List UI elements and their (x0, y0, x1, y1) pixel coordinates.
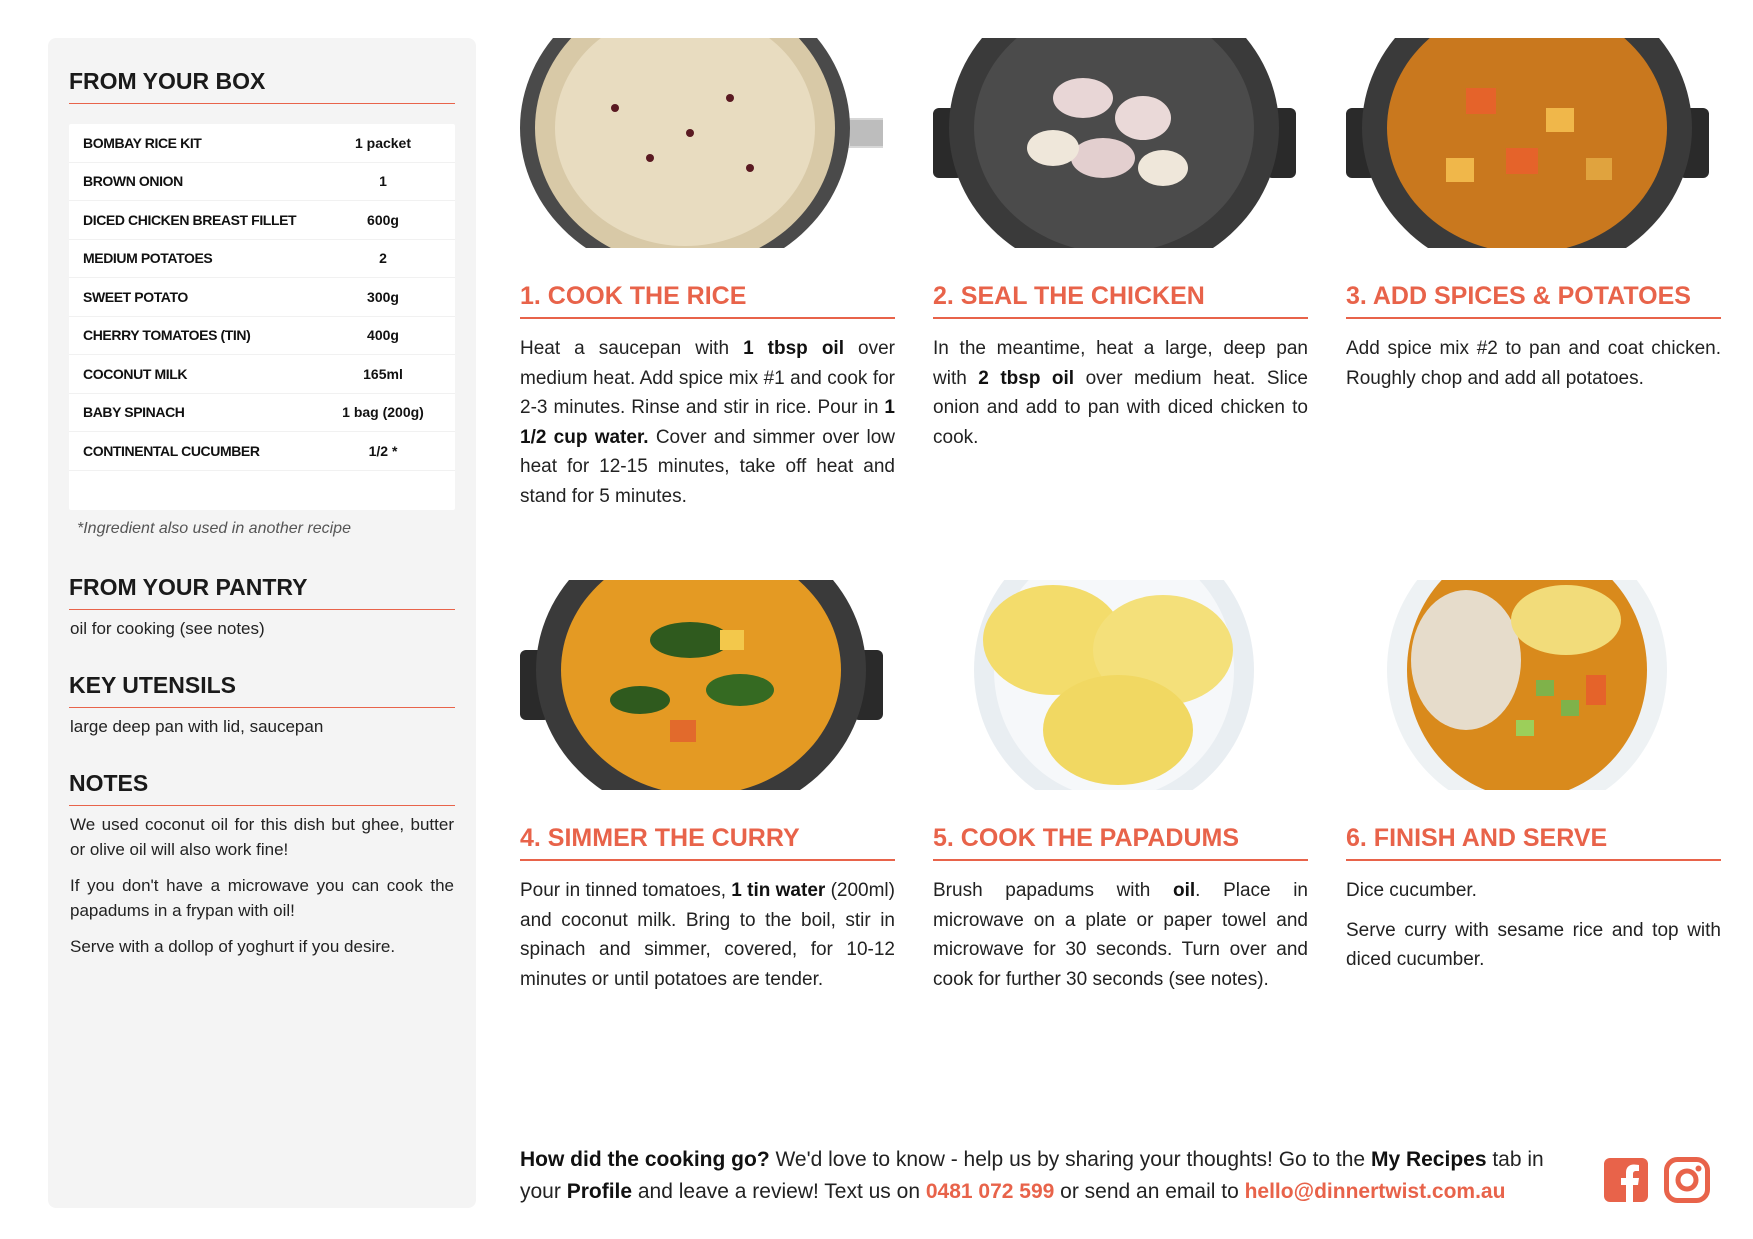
ingredient-name: DICED CHICKEN BREAST FILLET (83, 211, 297, 228)
step-text-bold: 2 tbsp oil (978, 367, 1075, 389)
footer-phone-link[interactable]: 0481 072 599 (925, 1180, 1055, 1203)
feedback-footer (520, 1144, 1580, 1208)
curry-pan-image (520, 580, 883, 790)
footer-text-2: tab in your (520, 1148, 1544, 1203)
ingredient-name: BROWN ONION (83, 173, 183, 190)
step-1-text (520, 334, 895, 511)
step-text-bold: 1 1/2 cup water. (520, 397, 895, 448)
served-bowl-image (1346, 580, 1709, 790)
ingredient-row (69, 163, 455, 202)
ingredient-row (69, 317, 455, 356)
ingredient-quantity: 1 (379, 173, 387, 190)
step-6-title: 6. FINISH AND SERVE (1346, 824, 1721, 861)
step-3-title: 3. ADD SPICES & POTATOES (1346, 282, 1721, 319)
step-text: Brush papadums with (933, 880, 1173, 901)
step-2-title: 2. SEAL THE CHICKEN (933, 282, 1308, 319)
ingredient-quantity: 400g (367, 327, 399, 344)
ingredient-name: CHERRY TOMATOES (TIN) (83, 327, 251, 344)
sidebar (48, 38, 476, 1208)
chicken-pan-image (933, 38, 1296, 248)
step-3 (1346, 38, 1721, 389)
step-1 (520, 38, 895, 507)
step-text: over medium heat. Add spice mix #1 and cook for 2-3 minutes. Rinse and stir in rice. Pour in (520, 338, 895, 418)
ingredient-row (69, 394, 455, 433)
step-1-title: 1. COOK THE RICE (520, 282, 895, 319)
step-text: Heat a saucepan with (520, 338, 744, 359)
footer-question: How did the cooking go? (520, 1148, 770, 1171)
footer-profile: Profile (566, 1180, 633, 1203)
rice-pot-image (520, 38, 883, 248)
step-2 (933, 38, 1308, 448)
ingredient-row (69, 124, 455, 163)
ingredient-name: COCONUT MILK (83, 365, 188, 382)
from-your-box-title: FROM YOUR BOX (69, 68, 455, 104)
step-2-text (933, 334, 1308, 452)
step-text: . Place in microwave on a plate or paper towel and microwave for 30 seconds. Turn over and cook for further 30 seconds (see notes). (933, 880, 1308, 990)
utensils-text: large deep pan with lid, saucepan (70, 717, 324, 736)
step-6 (1346, 580, 1721, 970)
ingredient-quantity: 2 (379, 250, 387, 267)
footer-text-1: We'd love to know - help us by sharing your thoughts! Go to the (769, 1148, 1371, 1171)
ingredient-name: BOMBAY RICE KIT (83, 134, 202, 151)
ingredient-row (69, 201, 455, 240)
ingredient-row (69, 240, 455, 279)
step-6-paragraph-1: Dice cucumber. (1346, 880, 1477, 901)
ingredients-table (69, 124, 455, 510)
pantry-text: oil for cooking (see notes) (70, 619, 265, 638)
footer-text-3: and leave a review! Text us on (632, 1180, 926, 1203)
step-5-title: 5. COOK THE PAPADUMS (933, 824, 1308, 861)
papadum-plate-image (933, 580, 1296, 790)
ingredient-quantity: 300g (367, 288, 399, 305)
ingredient-quantity: 600g (367, 211, 399, 228)
note-3: Serve with a dollop of yoghurt if you desire. (70, 937, 396, 956)
note-2: If you don't have a microwave you can cook the papadums in a frypan with oil! (70, 876, 454, 920)
step-3-text (1346, 334, 1721, 393)
pantry-title: FROM YOUR PANTRY (69, 574, 455, 610)
ingredient-name: MEDIUM POTATOES (83, 250, 213, 267)
instagram-icon[interactable] (1664, 1157, 1710, 1203)
footer-text-4: or send an email to (1054, 1180, 1245, 1203)
step-text: In the meantime, heat a large, deep pan with (933, 338, 1308, 389)
step-text-bold: 1 tin water (731, 880, 826, 901)
step-text: over medium heat. Slice onion and add to pan with diced chicken to cook. (933, 367, 1308, 448)
ingredient-quantity: 165ml (363, 365, 403, 382)
ingredient-row (69, 355, 455, 394)
step-text-bold: 1 tbsp oil (743, 338, 844, 359)
step-5-text (933, 876, 1308, 994)
step-5 (933, 580, 1308, 990)
ingredient-name: CONTINENTAL CUCUMBER (83, 442, 260, 459)
note-1: We used coconut oil for this dish but ghee, butter or olive oil will also work fine! (70, 815, 454, 859)
facebook-icon[interactable] (1603, 1157, 1649, 1203)
ingredient-quantity: 1 packet (354, 134, 412, 151)
step-text: Pour in tinned tomatoes, (520, 880, 732, 901)
notes-title: NOTES (69, 770, 455, 806)
step-text: Add spice mix #2 to pan and coat chicken. Roughly chop and add all potatoes. (1346, 338, 1721, 389)
utensils-title: KEY UTENSILS (69, 672, 455, 708)
step-4-title: 4. SIMMER THE CURRY (520, 824, 895, 861)
ingredient-footnote: *Ingredient also used in another recipe (77, 520, 351, 537)
step-6-paragraph-2: Serve curry with sesame rice and top with diced cucumber. (1346, 919, 1721, 970)
step-6-text (1346, 876, 1721, 985)
step-text: (200ml) and coconut milk. Bring to the boil, stir in spinach and simmer, covered, for 10-12 minutes or until potatoes are tender. (520, 880, 895, 990)
potato-pan-image (1346, 38, 1709, 248)
step-text-bold: oil (1173, 880, 1196, 901)
step-4-text (520, 876, 895, 994)
ingredient-quantity: 1 bag (200g) (342, 404, 424, 421)
footer-email-link[interactable]: hello@dinnertwist.com.au (1244, 1180, 1506, 1203)
ingredient-name: SWEET POTATO (83, 288, 188, 305)
ingredient-name: BABY SPINACH (83, 404, 185, 421)
ingredient-row (69, 278, 455, 317)
ingredient-row (69, 432, 455, 471)
step-text: Cover and simmer over low heat for 12-15 minutes, take off heat and stand for 5 minutes. (520, 426, 895, 507)
footer-my-recipes: My Recipes (1370, 1148, 1487, 1171)
ingredient-quantity: 1/2 * (368, 442, 398, 459)
step-4 (520, 580, 895, 990)
